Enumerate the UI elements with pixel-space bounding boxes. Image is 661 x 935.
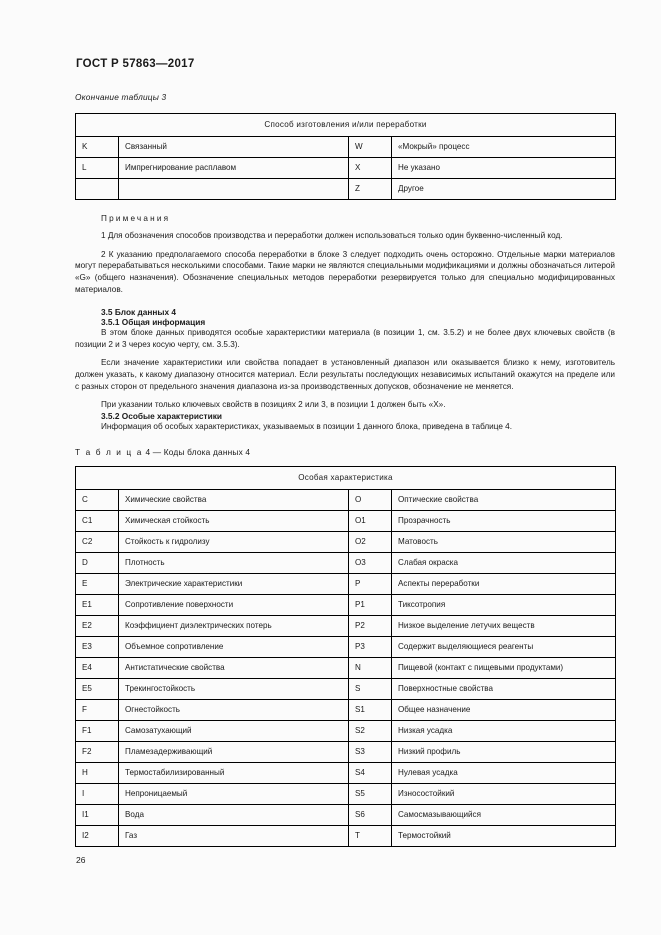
table-row [76,552,616,573]
cell-code-left: K [76,137,119,158]
cell-code-right: S4 [349,762,392,783]
cell-code-right: P2 [349,615,392,636]
paragraph-3-5-1-b: Если значение характеристики или свойства попадает в установленный диапазон или оказывается близко к нему, изготовитель должен указать, к какому диапазону относится материал. Если результаты последующих независимых испытаний окажутся на пределе или с разных сторон от предельного значения диапазона из-за производственных допусков, обозначение не меняется. [75,358,615,391]
cell-desc-left: Газ [119,825,349,846]
note-item-1: 1 Для обозначения способов производства и переработки должен использоваться только один буквенно-численный код. [101,231,563,240]
cell-code-left: D [76,552,119,573]
table-row [76,699,616,720]
table-row [76,179,616,200]
table3-header-row [76,114,616,137]
cell-code-right: P [349,573,392,594]
cell-code-right: S3 [349,741,392,762]
table-row [76,825,616,846]
cell-desc-right: Низкое выделение летучих веществ [392,615,616,636]
cell-code-right: O1 [349,510,392,531]
table-row [76,678,616,699]
cell-code-left: E1 [76,594,119,615]
table-row [76,657,616,678]
cell-code-right: O2 [349,531,392,552]
cell-desc-right: Износостойкий [392,783,616,804]
cell-desc-left: Пламезадерживающий [119,741,349,762]
document-body [75,92,615,847]
cell-code-left: I2 [76,825,119,846]
table-row [76,615,616,636]
table-row [76,158,616,179]
cell-code-left: E [76,573,119,594]
cell-code-right: Z [349,179,392,200]
cell-desc-right: Пищевой (контакт с пищевыми продуктами) [392,657,616,678]
paragraph-3-5-2-a: Информация об особых характеристиках, указываемых в позиции 1 данного блока, приведена в таблице 4. [101,422,513,432]
cell-code-right: W [349,137,392,158]
cell-desc-right: Слабая окраска [392,552,616,573]
table-row [76,510,616,531]
table3 [75,113,616,200]
table-row [76,137,616,158]
cell-code-right: S [349,678,392,699]
table-row [76,783,616,804]
table-row [76,720,616,741]
cell-code-right: X [349,158,392,179]
cell-code-right: N [349,657,392,678]
table4-caption-label: Т а б л и ц а [75,446,143,457]
cell-desc-left: Плотность [119,552,349,573]
cell-desc-left: Объемное сопротивление [119,636,349,657]
cell-code-left: E2 [76,615,119,636]
cell-desc-right: Аспекты переработки [392,573,616,594]
cell-desc-left: Вода [119,804,349,825]
cell-code-right: S5 [349,783,392,804]
cell-desc-left: Самозатухающий [119,720,349,741]
table4 [75,466,616,847]
table3-header-cell: Способ изготовления и/или переработки [76,114,616,137]
page-number: 26 [76,855,86,865]
table4-body [76,466,616,846]
table4-header-row [76,466,616,489]
cell-code-left: L [76,158,119,179]
heading-3-5: 3.5 Блок данных 4 [101,307,177,318]
cell-desc-right: Содержит выделяющиеся реагенты [392,636,616,657]
cell-code-left: F1 [76,720,119,741]
cell-code-right: O3 [349,552,392,573]
table-row [76,489,616,510]
table3-caption: Окончание таблицы 3 [75,92,167,102]
table-row [76,741,616,762]
cell-desc-left: Стойкость к гидролизу [119,531,349,552]
cell-desc-right: Матовость [392,531,616,552]
cell-desc-left: Электрические характеристики [119,573,349,594]
cell-desc-left: Трекингостойкость [119,678,349,699]
cell-desc-left: Импрегнирование расплавом [119,158,349,179]
paragraph-3-5-1-a: В этом блоке данных приводятся особые характеристики материала (в позиции 1, см. 3.5.2) и не более двух ключевых свойств (в позиции 2 и 3 через косую черту, см. 3.5.3). [75,328,615,349]
cell-code-left: C2 [76,531,119,552]
table-row [76,531,616,552]
cell-desc-left: Огнестойкость [119,699,349,720]
cell-code-left [76,179,119,200]
note-item-2: 2 К указанию предполагаемого способа переработки в блоке 3 следует подходить очень осторожно. Отдельные марки материалов могут перерабатываться несколькими способами. Такие марки не являются специальными модификациями и должны обозначаться литерой «G» (общего назначения). Обозначение специальных методов переработки резервируется только для специально модифицированных материалов. [75,249,615,294]
cell-desc-right: Другое [392,179,616,200]
cell-code-right: S2 [349,720,392,741]
cell-desc-right: Нулевая усадка [392,762,616,783]
cell-desc-left: Антистатические свойства [119,657,349,678]
heading-3-5-1: 3.5.1 Общая информация [101,317,206,328]
cell-code-right: S6 [349,804,392,825]
cell-code-left: F [76,699,119,720]
cell-desc-right: «Мокрый» процесс [392,137,616,158]
cell-code-right: P1 [349,594,392,615]
cell-code-right: T [349,825,392,846]
heading-3-5-2: 3.5.2 Особые характеристики [101,411,222,422]
cell-desc-left: Химические свойства [119,489,349,510]
standard-header: ГОСТ Р 57863—2017 [76,58,195,70]
cell-code-left: I [76,783,119,804]
table-row [76,636,616,657]
cell-desc-left: Связанный [119,137,349,158]
notes-title: Примечания [101,214,171,223]
cell-code-left: E4 [76,657,119,678]
table-row [76,762,616,783]
table4-caption [75,447,615,457]
table-row [76,573,616,594]
cell-desc-left: Коэффициент диэлектрических потерь [119,615,349,636]
cell-desc-right: Тиксотропия [392,594,616,615]
table3-body [76,114,616,200]
cell-code-left: E3 [76,636,119,657]
table4-header-cell: Особая характеристика [76,466,616,489]
cell-desc-right: Термостойкий [392,825,616,846]
cell-code-left: I1 [76,804,119,825]
table4-caption-rest: 4 — Коды блока данных 4 [145,446,251,457]
cell-code-left: F2 [76,741,119,762]
cell-desc-left: Непроницаемый [119,783,349,804]
cell-desc-left: Термостабилизированный [119,762,349,783]
cell-code-left: C [76,489,119,510]
cell-desc-left: Сопротивление поверхности [119,594,349,615]
cell-desc-right: Низкая усадка [392,720,616,741]
cell-code-left: H [76,762,119,783]
cell-desc-right: Низкий профиль [392,741,616,762]
cell-desc-right: Оптические свойства [392,489,616,510]
cell-code-right: O [349,489,392,510]
cell-desc-left [119,179,349,200]
cell-code-right: S1 [349,699,392,720]
cell-desc-right: Прозрачность [392,510,616,531]
cell-code-left: E5 [76,678,119,699]
cell-code-left: C1 [76,510,119,531]
table-row [76,594,616,615]
cell-desc-right: Не указано [392,158,616,179]
cell-desc-right: Самосмазывающийся [392,804,616,825]
cell-desc-right: Поверхностные свойства [392,678,616,699]
table-row [76,804,616,825]
paragraph-3-5-1-c: При указании только ключевых свойств в позициях 2 или 3, в позиции 1 должен быть «X». [101,400,446,410]
cell-code-right: P3 [349,636,392,657]
cell-desc-left: Химическая стойкость [119,510,349,531]
cell-desc-right: Общее назначение [392,699,616,720]
